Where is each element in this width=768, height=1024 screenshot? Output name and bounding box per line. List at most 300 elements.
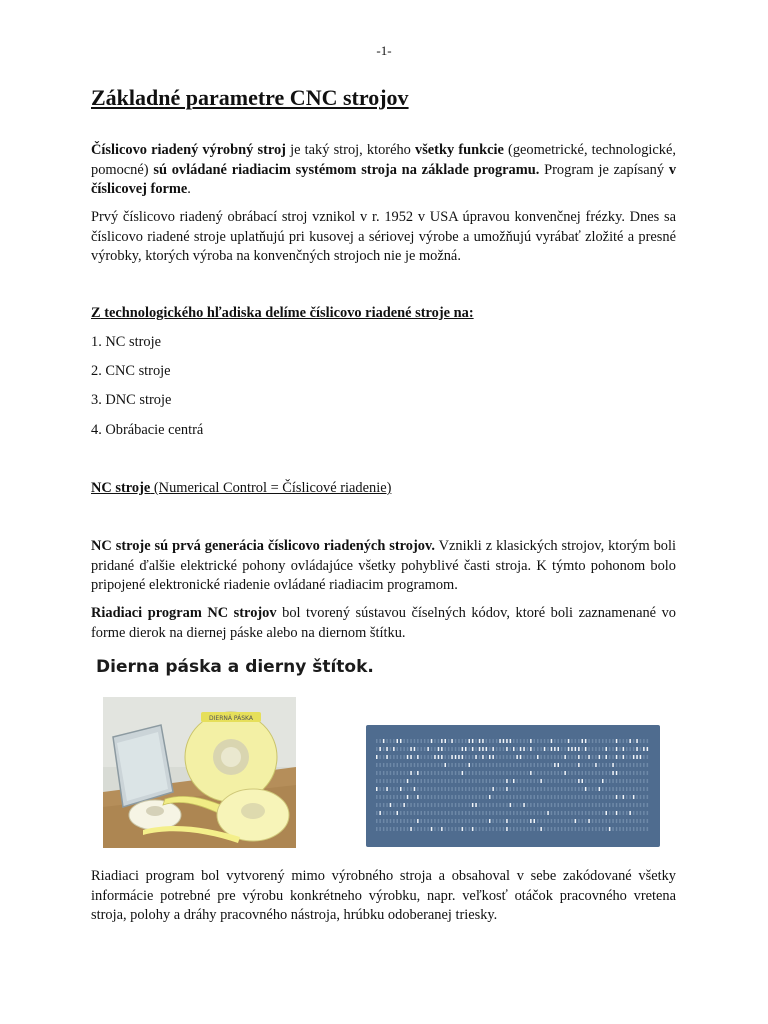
card-hole	[558, 779, 560, 783]
card-hole	[558, 739, 560, 743]
card-hole	[441, 803, 443, 807]
tape-box-label: DIERNÁ PÁSKA	[209, 715, 253, 722]
card-hole	[489, 747, 491, 751]
card-hole	[410, 771, 412, 775]
card-hole	[520, 747, 522, 751]
card-hole	[451, 763, 453, 767]
card-hole	[640, 739, 642, 743]
card-hole	[609, 827, 611, 831]
card-hole	[492, 779, 494, 783]
card-hole	[386, 779, 388, 783]
card-hole	[397, 811, 399, 815]
card-hole	[530, 763, 532, 767]
card-hole	[455, 803, 457, 807]
card-hole	[619, 811, 621, 815]
card-hole	[417, 771, 419, 775]
card-hole	[503, 763, 505, 767]
card-hole	[499, 811, 501, 815]
card-hole	[585, 747, 587, 751]
card-hole	[475, 747, 477, 751]
card-hole	[571, 787, 573, 791]
card-hole	[592, 811, 594, 815]
card-hole	[636, 779, 638, 783]
card-hole	[606, 771, 608, 775]
list-item: 1. NC stroje	[91, 334, 161, 350]
card-hole	[414, 803, 416, 807]
card-hole	[451, 747, 453, 751]
card-hole	[489, 739, 491, 743]
card-hole	[417, 803, 419, 807]
card-hole	[438, 803, 440, 807]
card-hole	[619, 779, 621, 783]
card-hole	[479, 779, 481, 783]
card-hole	[431, 739, 433, 743]
card-hole	[462, 787, 464, 791]
card-hole	[619, 763, 621, 767]
card-hole	[451, 827, 453, 831]
card-hole	[499, 779, 501, 783]
card-hole	[458, 779, 460, 783]
card-hole	[578, 779, 580, 783]
card-hole	[537, 739, 539, 743]
card-hole	[612, 803, 614, 807]
card-hole	[407, 755, 409, 759]
card-hole	[400, 827, 402, 831]
card-hole	[503, 755, 505, 759]
card-hole	[592, 787, 594, 791]
card-hole	[554, 739, 556, 743]
card-hole	[403, 819, 405, 823]
card-hole	[424, 803, 426, 807]
card-hole	[551, 787, 553, 791]
card-hole	[516, 779, 518, 783]
card-hole	[482, 755, 484, 759]
card-hole	[431, 771, 433, 775]
card-hole	[465, 771, 467, 775]
card-hole	[640, 827, 642, 831]
card-hole	[588, 795, 590, 799]
card-hole	[376, 779, 378, 783]
card-hole	[438, 763, 440, 767]
card-hole	[513, 747, 515, 751]
card-hole	[575, 811, 577, 815]
card-hole	[448, 763, 450, 767]
page-number: -1-	[376, 43, 392, 58]
card-hole	[520, 739, 522, 743]
card-hole	[441, 771, 443, 775]
card-hole	[520, 763, 522, 767]
card-hole	[544, 755, 546, 759]
card-hole	[540, 755, 542, 759]
card-hole	[564, 827, 566, 831]
card-hole	[417, 755, 419, 759]
card-hole	[410, 779, 412, 783]
card-hole	[496, 755, 498, 759]
card-hole	[623, 787, 625, 791]
card-hole	[496, 811, 498, 815]
card-hole	[554, 811, 556, 815]
card-hole	[376, 763, 378, 767]
card-hole	[609, 763, 611, 767]
bold-text: Riadiaci program NC strojov	[91, 605, 277, 621]
card-hole	[427, 795, 429, 799]
card-hole	[534, 771, 536, 775]
card-hole	[386, 747, 388, 751]
card-hole	[486, 827, 488, 831]
card-hole	[561, 779, 563, 783]
card-hole	[575, 755, 577, 759]
card-hole	[407, 803, 409, 807]
card-hole	[534, 827, 536, 831]
card-hole	[585, 755, 587, 759]
card-hole	[475, 779, 477, 783]
card-hole	[578, 795, 580, 799]
card-hole	[414, 755, 416, 759]
card-hole	[619, 787, 621, 791]
bold-text: sú ovládané riadiacim systémom stroja na základe programu.	[153, 161, 540, 178]
card-hole	[445, 779, 447, 783]
card-hole	[568, 795, 570, 799]
card-hole	[537, 779, 539, 783]
card-hole	[561, 787, 563, 791]
card-hole	[636, 811, 638, 815]
card-hole	[482, 763, 484, 767]
card-hole	[588, 779, 590, 783]
card-hole	[623, 779, 625, 783]
card-hole	[496, 771, 498, 775]
card-hole	[424, 747, 426, 751]
card-hole	[647, 739, 649, 743]
card-hole	[489, 755, 491, 759]
card-hole	[592, 755, 594, 759]
card-hole	[383, 819, 385, 823]
card-hole	[520, 779, 522, 783]
card-hole	[516, 747, 518, 751]
card-hole	[496, 795, 498, 799]
card-hole	[393, 811, 395, 815]
card-hole	[554, 747, 556, 751]
card-hole	[599, 787, 601, 791]
card-hole	[595, 739, 597, 743]
card-hole	[469, 787, 471, 791]
card-hole	[612, 763, 614, 767]
card-hole	[520, 811, 522, 815]
card-hole	[386, 763, 388, 767]
punched-tape-illustration	[103, 697, 296, 848]
card-hole	[482, 779, 484, 783]
card-hole	[499, 747, 501, 751]
card-hole	[537, 787, 539, 791]
card-hole	[455, 771, 457, 775]
card-hole	[564, 803, 566, 807]
card-hole	[472, 803, 474, 807]
card-hole	[379, 787, 381, 791]
card-hole	[462, 811, 464, 815]
card-hole	[564, 771, 566, 775]
card-hole	[438, 795, 440, 799]
card-hole	[585, 771, 587, 775]
card-hole	[492, 827, 494, 831]
card-hole	[523, 779, 525, 783]
card-hole	[486, 779, 488, 783]
card-hole	[421, 787, 423, 791]
card-hole	[602, 779, 604, 783]
card-hole	[445, 739, 447, 743]
card-hole	[578, 739, 580, 743]
card-hole	[616, 787, 618, 791]
card-hole	[582, 803, 584, 807]
card-hole	[582, 739, 584, 743]
card-hole	[403, 771, 405, 775]
card-hole	[636, 819, 638, 823]
card-hole	[523, 739, 525, 743]
card-hole	[582, 779, 584, 783]
card-hole	[558, 795, 560, 799]
card-hole	[376, 811, 378, 815]
card-hole	[386, 811, 388, 815]
card-hole	[575, 771, 577, 775]
card-hole	[400, 811, 402, 815]
card-hole	[496, 739, 498, 743]
card-hole	[503, 747, 505, 751]
card-hole	[551, 779, 553, 783]
card-hole	[462, 747, 464, 751]
card-hole	[496, 819, 498, 823]
card-hole	[564, 795, 566, 799]
card-hole	[403, 811, 405, 815]
card-hole	[623, 811, 625, 815]
card-hole	[616, 803, 618, 807]
card-hole	[513, 771, 515, 775]
card-hole	[606, 795, 608, 799]
card-hole	[540, 763, 542, 767]
nc-heading-bold: NC stroje	[91, 480, 151, 496]
card-hole	[503, 811, 505, 815]
card-hole	[578, 803, 580, 807]
card-hole	[547, 779, 549, 783]
card-hole	[472, 763, 474, 767]
card-hole	[479, 755, 481, 759]
card-hole	[465, 787, 467, 791]
card-hole	[534, 747, 536, 751]
card-hole	[558, 811, 560, 815]
card-hole	[376, 755, 378, 759]
card-hole	[640, 787, 642, 791]
card-hole	[530, 787, 532, 791]
card-hole	[568, 819, 570, 823]
card-hole	[383, 803, 385, 807]
card-hole	[619, 747, 621, 751]
card-hole	[465, 795, 467, 799]
card-hole	[595, 819, 597, 823]
card-hole	[472, 795, 474, 799]
card-hole	[499, 795, 501, 799]
card-hole	[472, 771, 474, 775]
card-hole	[636, 747, 638, 751]
card-hole	[571, 747, 573, 751]
card-hole	[503, 803, 505, 807]
card-hole	[554, 827, 556, 831]
card-hole	[527, 795, 529, 799]
card-hole	[516, 795, 518, 799]
card-hole	[547, 827, 549, 831]
card-hole	[469, 827, 471, 831]
card-hole	[551, 803, 553, 807]
card-hole	[516, 827, 518, 831]
card-hole	[599, 739, 601, 743]
card-hole	[489, 803, 491, 807]
card-hole	[448, 755, 450, 759]
card-hole	[506, 811, 508, 815]
card-hole	[520, 771, 522, 775]
card-hole	[561, 755, 563, 759]
card-hole	[530, 819, 532, 823]
card-hole	[379, 811, 381, 815]
card-hole	[554, 779, 556, 783]
card-hole	[513, 779, 515, 783]
card-hole	[571, 779, 573, 783]
card-hole	[506, 819, 508, 823]
card-hole	[523, 811, 525, 815]
card-hole	[537, 803, 539, 807]
card-hole	[616, 755, 618, 759]
card-hole	[640, 755, 642, 759]
card-hole	[434, 787, 436, 791]
card-hole	[455, 763, 457, 767]
card-hole	[390, 747, 392, 751]
card-hole	[458, 819, 460, 823]
card-hole	[537, 795, 539, 799]
card-hole	[530, 739, 532, 743]
card-hole	[523, 803, 525, 807]
card-hole	[397, 819, 399, 823]
card-hole	[482, 739, 484, 743]
card-hole	[626, 779, 628, 783]
card-hole	[427, 779, 429, 783]
card-hole	[629, 739, 631, 743]
text-run: Program je zapísaný	[539, 161, 669, 178]
card-hole	[540, 795, 542, 799]
card-hole	[472, 811, 474, 815]
bold-text: NC stroje sú prvá generácia číslicovo riadených strojov.	[91, 538, 435, 554]
card-hole	[486, 803, 488, 807]
card-hole	[431, 819, 433, 823]
card-hole	[582, 819, 584, 823]
card-hole	[410, 787, 412, 791]
card-hole	[479, 739, 481, 743]
card-hole	[492, 795, 494, 799]
card-hole	[465, 819, 467, 823]
card-hole	[383, 747, 385, 751]
card-hole	[383, 787, 385, 791]
card-hole	[595, 811, 597, 815]
card-hole	[599, 827, 601, 831]
card-hole	[612, 795, 614, 799]
card-hole	[421, 819, 423, 823]
card-hole	[537, 771, 539, 775]
card-hole	[383, 739, 385, 743]
card-hole	[475, 819, 477, 823]
card-hole	[606, 747, 608, 751]
card-hole	[393, 763, 395, 767]
card-hole	[448, 819, 450, 823]
card-hole	[434, 795, 436, 799]
card-hole	[438, 819, 440, 823]
card-hole	[585, 739, 587, 743]
card-hole	[379, 747, 381, 751]
card-hole	[558, 771, 560, 775]
card-hole	[417, 739, 419, 743]
card-hole	[537, 747, 539, 751]
card-hole	[431, 795, 433, 799]
card-hole	[530, 803, 532, 807]
card-hole	[434, 811, 436, 815]
card-hole	[540, 747, 542, 751]
card-hole	[544, 763, 546, 767]
card-hole	[376, 827, 378, 831]
card-hole	[503, 787, 505, 791]
card-hole	[455, 811, 457, 815]
card-hole	[455, 779, 457, 783]
card-hole	[414, 747, 416, 751]
card-hole	[551, 763, 553, 767]
card-hole	[397, 803, 399, 807]
card-hole	[609, 819, 611, 823]
card-hole	[400, 779, 402, 783]
text-run: bol tvorený sústavou číselných kódov, ktoré boli zaznamenané vo forme dierok na diernej páske alebo na diernom štítku.	[91, 605, 676, 641]
card-hole	[469, 771, 471, 775]
card-hole	[390, 763, 392, 767]
card-hole	[434, 763, 436, 767]
card-hole	[400, 795, 402, 799]
card-hole	[616, 771, 618, 775]
card-hole	[629, 755, 631, 759]
card-hole	[496, 787, 498, 791]
card-hole	[629, 787, 631, 791]
card-hole	[540, 803, 542, 807]
card-hole	[551, 819, 553, 823]
card-hole	[544, 811, 546, 815]
card-hole	[561, 827, 563, 831]
card-hole	[578, 819, 580, 823]
card-hole	[462, 739, 464, 743]
card-hole	[523, 819, 525, 823]
card-hole	[410, 803, 412, 807]
nc-section-heading	[91, 480, 391, 497]
card-hole	[626, 827, 628, 831]
card-hole	[520, 755, 522, 759]
card-hole	[592, 827, 594, 831]
punched-tape-photo	[103, 697, 296, 848]
card-hole	[390, 803, 392, 807]
card-hole	[462, 779, 464, 783]
card-hole	[390, 819, 392, 823]
card-hole	[496, 779, 498, 783]
card-hole	[647, 827, 649, 831]
card-hole	[595, 787, 597, 791]
card-hole	[640, 771, 642, 775]
card-hole	[486, 787, 488, 791]
card-hole	[640, 795, 642, 799]
card-hole	[400, 739, 402, 743]
card-hole	[386, 755, 388, 759]
card-hole	[383, 811, 385, 815]
card-hole	[534, 763, 536, 767]
card-hole	[407, 747, 409, 751]
card-hole	[537, 763, 539, 767]
card-hole	[544, 747, 546, 751]
card-hole	[414, 787, 416, 791]
